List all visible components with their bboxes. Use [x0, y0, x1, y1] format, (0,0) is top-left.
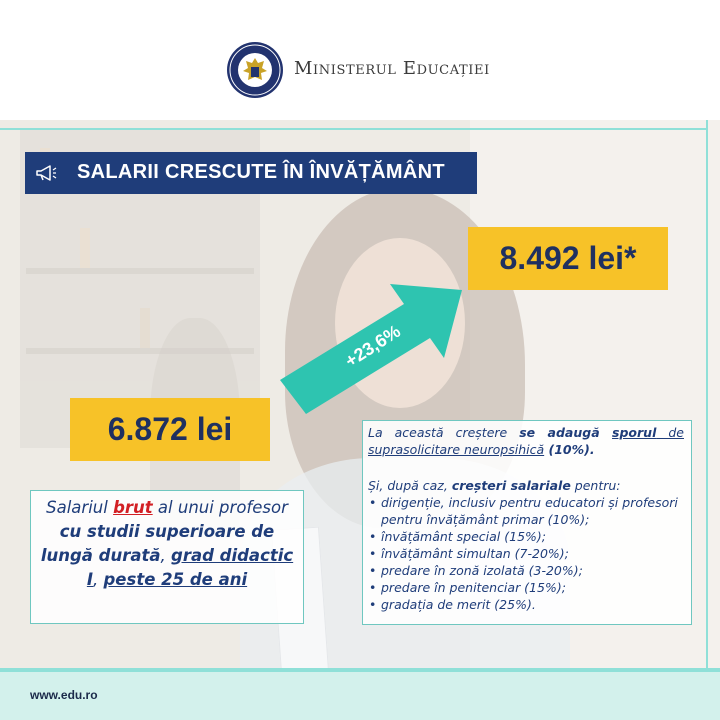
salary-description-box — [30, 490, 304, 624]
header — [0, 0, 720, 120]
bonus-lead: Și, după caz, creșteri salariale pentru: — [368, 478, 621, 493]
new-salary-box — [468, 227, 668, 290]
list-item: • dirigenție, inclusiv pentru educatori și profesori pentru învățământ primar (10%); — [368, 494, 686, 528]
frame-line-right — [706, 120, 708, 680]
list-item: • învățământ special (15%); — [368, 528, 686, 545]
new-salary-value: 8.492 lei* — [499, 240, 637, 276]
old-salary-value: 6.872 lei — [107, 411, 233, 447]
old-salary-box — [70, 398, 270, 461]
list-item: • predare în zonă izolată (3-20%); — [368, 562, 686, 579]
page-title: SALARII CRESCUTE ÎN ÎNVĂȚĂMÂNT — [77, 161, 445, 183]
ministry-name: Ministerul Educației — [294, 58, 490, 79]
bonus-list — [368, 494, 686, 613]
government-seal — [227, 42, 283, 98]
list-item: • gradația de merit (25%). — [368, 596, 686, 613]
megaphone-icon — [35, 163, 57, 183]
frame-line-top — [0, 128, 708, 130]
footer — [0, 672, 720, 720]
website-link[interactable]: www.edu.ro — [30, 688, 98, 702]
bonuses-box — [362, 420, 692, 625]
bonus-intro: La această creștere se adaugă sporul de suprasolicitare neuropsihică (10%). — [368, 425, 684, 457]
title-banner — [25, 152, 477, 194]
list-item: • predare în penitenciar (15%); — [368, 579, 686, 596]
list-item: • învățământ simultan (7-20%); — [368, 545, 686, 562]
gross-keyword: brut — [113, 498, 153, 517]
salary-description: Salariul brut al unui profesor cu studii superioare de lungă durată, grad didactic I, peste 25 de ani — [40, 498, 294, 589]
increase-percent: +23,6% — [341, 320, 404, 372]
